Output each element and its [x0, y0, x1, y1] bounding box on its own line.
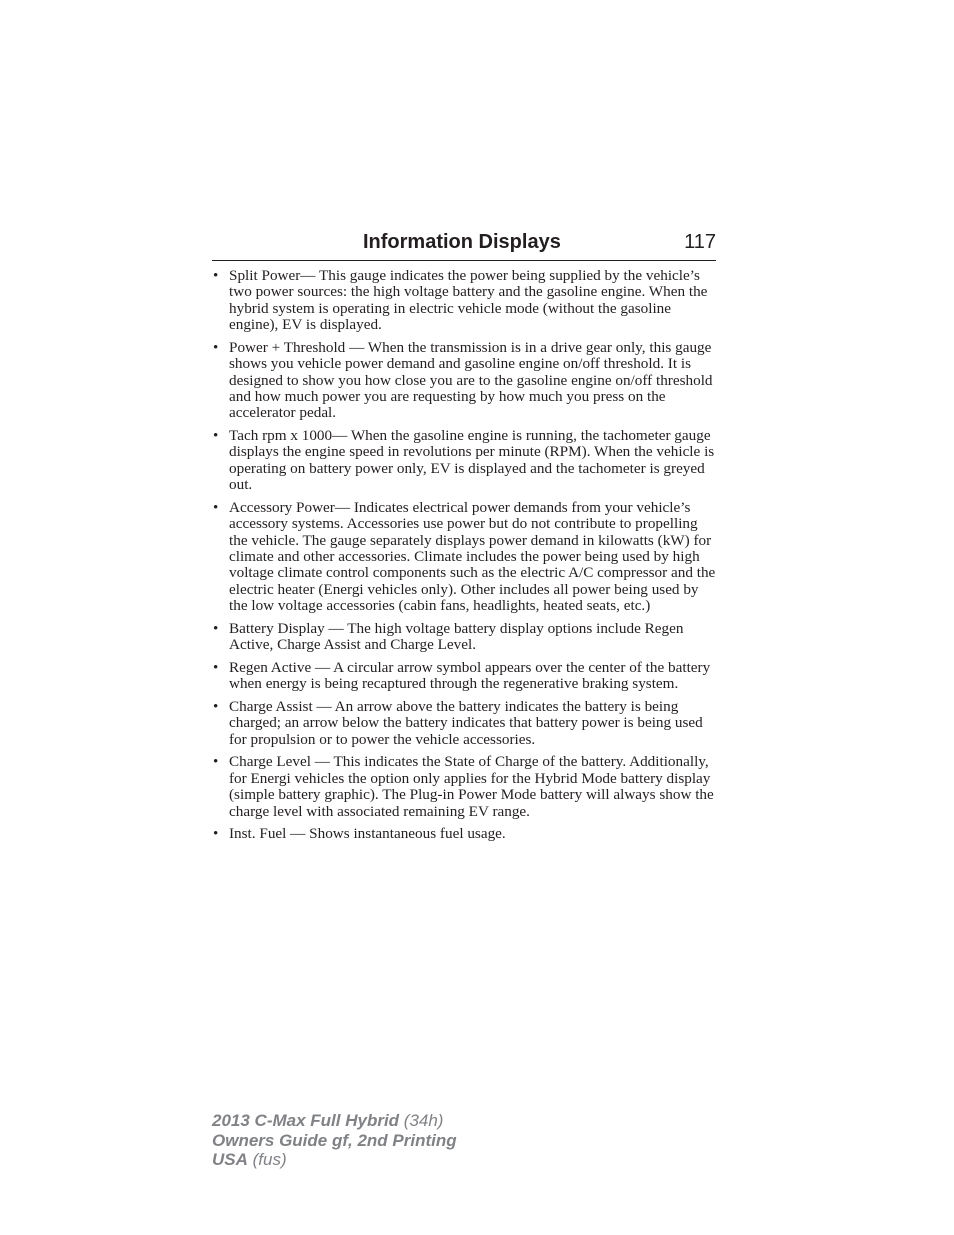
- footer-market: USA: [212, 1150, 248, 1169]
- footer-line-3: [212, 1150, 457, 1170]
- list-item: [212, 660, 716, 693]
- list-item-text: Charge Assist — An arrow above the battery indicates the battery is being charged; an arrow below the battery indicates that battery power is being used for propulsion or to power the vehicle accessories.: [229, 697, 703, 748]
- bullet-icon: •: [213, 825, 219, 843]
- list-item: [212, 428, 716, 494]
- footer-model-code: (34h): [399, 1111, 444, 1130]
- bullet-icon: •: [213, 753, 219, 771]
- page-number: 117: [684, 231, 716, 253]
- list-item: [212, 699, 716, 748]
- page-footer: [212, 1111, 457, 1170]
- bullet-icon: •: [213, 427, 219, 445]
- bullet-icon: •: [213, 338, 219, 356]
- list-item: [212, 340, 716, 422]
- bullet-list: [212, 268, 716, 849]
- bullet-icon: •: [213, 697, 219, 715]
- list-item-text: Regen Active — A circular arrow symbol appears over the center of the battery when energy is being recaptured through the regenerative braking system.: [229, 658, 711, 693]
- bullet-icon: •: [213, 658, 219, 676]
- list-item-text: Accessory Power— Indicates electrical power demands from your vehicle’s accessory systems. Accessories use power but do not contribute to propelling the vehicle. The gauge separately displays power demand in kilowatts (kW) for climate and other accessories. Climate includes the power being used by high voltage climate control components such as the electric A/C compressor and the electric heater (Energi vehicles only). Other includes all power being used by the low voltage accessories (cabin fans, headlights, heated seats, etc.): [229, 498, 716, 615]
- section-title: Information Displays: [363, 231, 561, 253]
- list-item-text: Split Power— This gauge indicates the power being supplied by the vehicle’s two power sources: the high voltage battery and the gasoline engine. When the hybrid system is operating in electric vehicle mode (without the gasoline engine), EV is displayed.: [229, 267, 708, 334]
- list-item-text: Charge Level — This indicates the State of Charge of the battery. Additionally, for Energi vehicles the option only applies for the Hybrid Mode battery display (simple battery graphic). The Plug-in Power Mode battery will always show the charge level with associated remaining EV range.: [229, 753, 714, 820]
- list-item-text: Tach rpm x 1000— When the gasoline engine is running, the tachometer gauge displays the engine speed in revolutions per minute (RPM). When the vehicle is operating on battery power only, EV is displayed and the tachometer is greyed out.: [229, 427, 715, 494]
- list-item-text: Battery Display — The high voltage battery display options include Regen Active, Charge Assist and Charge Level.: [229, 619, 684, 654]
- list-item: [212, 754, 716, 820]
- list-item: [212, 826, 716, 842]
- list-item: [212, 500, 716, 615]
- footer-line-2: [212, 1131, 457, 1151]
- footer-model: 2013 C-Max Full Hybrid: [212, 1111, 400, 1130]
- list-item: [212, 621, 716, 654]
- bullet-icon: •: [213, 498, 219, 516]
- footer-line-1: [212, 1111, 457, 1131]
- bullet-icon: •: [213, 267, 219, 284]
- footer-market-code: (fus): [247, 1150, 287, 1169]
- footer-guide: Owners Guide gf, 2nd Printing: [212, 1130, 457, 1150]
- list-item-text: Power + Threshold — When the transmission is in a drive gear only, this gauge shows you vehicle power demand and gasoline engine on/off threshold. It is designed to show you how close you are to the gasoline engine on/off threshold and how much power you are requesting by how much you press on the accelerator pedal.: [229, 338, 713, 422]
- list-item: [212, 268, 716, 334]
- bullet-icon: •: [213, 619, 219, 637]
- list-item-text: Inst. Fuel — Shows instantaneous fuel usage.: [229, 825, 506, 843]
- page-header: [212, 228, 716, 261]
